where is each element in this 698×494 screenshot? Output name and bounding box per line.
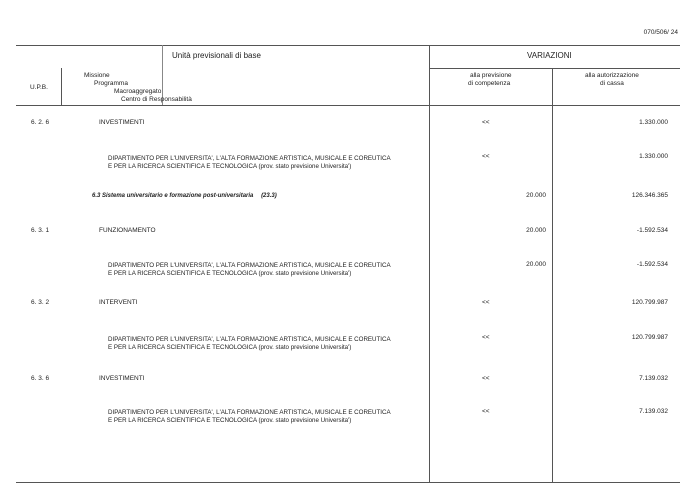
row-cassa: 120.799.987 [631,299,668,306]
col-divider-competenza [429,45,430,482]
table-top-border [16,45,680,46]
row-upb: 6. 3. 2 [31,299,50,306]
col-divider-upb [61,68,62,105]
row-cassa: 1.330.000 [639,119,668,126]
cassa-header-line1: alla autorizzazione [585,72,639,79]
row-cassa: 1.330.000 [639,153,668,160]
row-label: INTERVENTI [99,299,138,306]
row-cassa: -1.592.534 [636,261,668,268]
row-competenza: 20.000 [526,192,546,199]
header-divider-variazioni [429,68,680,69]
row-label: INVESTIMENTI [99,119,145,126]
row-competenza: << [482,408,490,415]
cassa-header-line2: di cassa [600,80,624,87]
hierarchy-centro-responsabilita: Centro di Responsabilità [121,96,192,103]
competenza-header-line2: di competenza [468,80,511,87]
row-cassa: 126.346.365 [631,192,668,199]
row-competenza: << [482,375,490,382]
row-competenza: << [482,153,490,160]
row-cassa: -1.592.534 [636,227,668,234]
col-divider-cassa [552,68,553,482]
row-label: INVESTIMENTI [99,375,145,382]
row-cassa: 7.139.032 [639,408,668,415]
page-code: 070/506/ 24 [643,29,678,36]
row-label: FUNZIONAMENTO [99,227,156,234]
unita-previsionali-header: Unità previsionali di base [172,51,261,60]
row-description: DIPARTIMENTO PER L'UNIVERSITA', L'ALTA FORMAZIONE ARTISTICA, MUSICALE E COREUTICA E PER LA RICERCA SCIENTIFICA E TECNOLOGICA (prov. stato previsione Universita') [108,155,391,170]
row-upb: 6. 3. 6 [31,375,50,382]
hierarchy-programma: Programma [94,80,128,87]
section-title [92,192,277,200]
row-competenza: << [482,334,490,341]
row-competenza: << [482,119,490,126]
hierarchy-macroaggregato: Macroaggregato [114,88,162,95]
row-description: DIPARTIMENTO PER L'UNIVERSITA', L'ALTA FORMAZIONE ARTISTICA, MUSICALE E COREUTICA E PER LA RICERCA SCIENTIFICA E TECNOLOGICA (prov. stato previsione Universita') [108,262,391,277]
row-cassa: 7.139.032 [639,375,668,382]
hierarchy-missione: Missione [84,72,110,79]
section-title-text: 6.3 Sistema universitario e formazione post-universitaria [92,193,254,199]
row-description: DIPARTIMENTO PER L'UNIVERSITA', L'ALTA FORMAZIONE ARTISTICA, MUSICALE E COREUTICA E PER LA RICERCA SCIENTIFICA E TECNOLOGICA (prov. stato previsione Universita') [108,409,391,424]
row-upb: 6. 3. 1 [31,227,50,234]
row-description: DIPARTIMENTO PER L'UNIVERSITA', L'ALTA FORMAZIONE ARTISTICA, MUSICALE E COREUTICA E PER LA RICERCA SCIENTIFICA E TECNOLOGICA (prov. stato previsione Universita') [108,336,391,351]
row-competenza: << [482,299,490,306]
upb-header: U.P.B. [30,84,48,91]
row-cassa: 120.799.987 [631,334,668,341]
row-upb: 6. 2. 6 [31,119,50,126]
variazioni-header: VARIAZIONI [527,51,572,60]
row-competenza: 20.000 [526,261,546,268]
competenza-header-line1: alla previsione [470,72,512,79]
table-bottom-border [16,482,680,483]
header-bottom-border [16,105,680,106]
section-title-code: (23.3) [261,193,277,199]
row-competenza: 20.000 [526,227,546,234]
